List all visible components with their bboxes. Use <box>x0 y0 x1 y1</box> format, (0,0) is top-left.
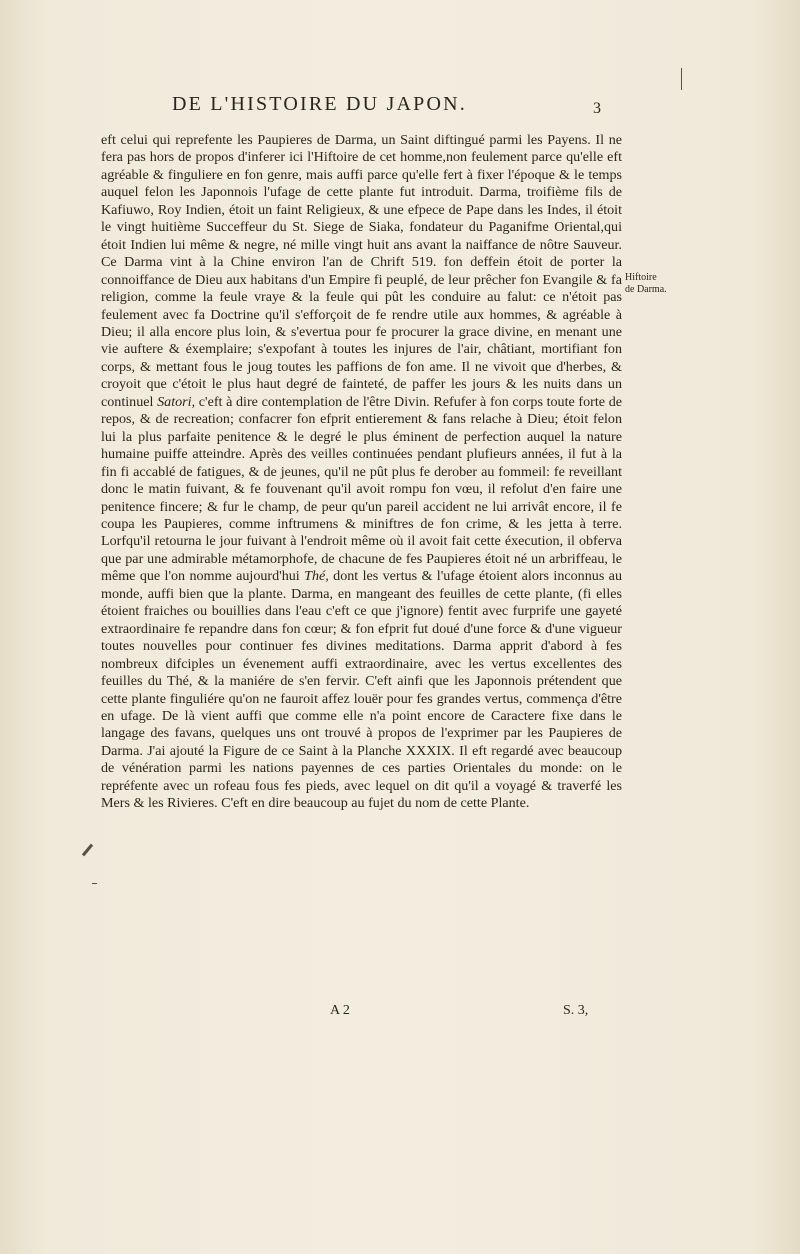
paragraph-part-2: c'eft à dire contemplation de l'être Divin. Refufer à fon corps toute forte de repos, & de recreation; confacrer fon efprit entierement & fans relache à Dieu; étoit felon lui la plus parfaite penitence & le degré le plus éminent de perfection auquel la nature humaine puiffe atteindre. Après des veilles continuées pendant plufieurs années, il fut à la fin fi accablé de fatigues, & de jeunes, qu'il ne pût plus fe derober au fommeil: fe reveillant donc le matin fuivant, & fe fouvenant qu'il avoit rompu fon vœu, il refolut d'en faire une penitence fincere; & fur le champ, de peur qu'un pareil accident ne lui arrivât encore, il fe coupa les Paupieres, comme inftrumens & miniftres de fon crime, & les jetta à terre. Lorfqu'il retourna le jour fuivant à l'endroit même où il avoit fait cette éxecution, il obferva que par une admirable métamorphofe, de chacune de fes Paupieres étoit né un arbriffeau, le même que l'on nomme aujourd'hui <box>101 393 623 585</box>
catchword: S. 3, <box>563 1003 589 1018</box>
margin-note-line-1: Hiftoire <box>625 272 657 283</box>
body-text <box>101 132 622 813</box>
page-number: 3 <box>593 100 601 117</box>
signature-mark: A 2 <box>330 1003 350 1018</box>
term-the: Thé, <box>304 568 329 585</box>
margin-note <box>625 272 675 296</box>
main-paragraph <box>101 132 622 813</box>
paragraph-part-1: eft celui qui reprefente les Paupieres de Darma, un Saint diftingué parmi les Payens. Il ne fera pas hors de propos d'inferer ici l'Hiftoire de cet homme,non feulement parce qu'elle eft agréable & finguliere en fon genre, mais auffi parce qu'elle fert à fixer l'époque & le temps auquel felon les Japonnois l'ufage de cette plante fut introduit. Darma, troifième fils de Kafiuwo, Roy Indien, étoit un faint Religieux, & une efpece de Pape dans les Indes, il étoit le vingt huitième Succeffeur du St. Siege de Siaka, fondateur du Paganifme Oriental,qui étoit Indien lui même & negre, né mille vingt huit ans avant la naiffance de nôtre Sauveur. Ce Darma vint à la Chine environ l'an de Chrift 519. fon deffein étoit de porter la connoiffance de Dieu aux habitans d'un Empire fi peuplé, de leur prêcher fon Evangile & fa religion, comme la feule vraye & la feule qui pût les conduire au falut: ce n'étoit pas feulement avec fa Doctrine qu'il s'efforçoit de fe rendre utile aux hommes, & agréable à Dieu; il alla encore plus loin, & s'evertua pour fe procurer la grace divine, en menant une vie auftere & éxemplaire; s'expofant à toutes les injures de l'air, châtiant, mortifiant fon corps, & mettant fous le joug toutes les paffions de fon ame. Il ne vivoit que d'herbes, & croyoit que c'étoit le plus haut degré de fainteté, de paffer les jours & les nuits dans un continuel <box>101 132 622 410</box>
ink-mark-top-right <box>681 68 682 90</box>
paragraph-part-3: dont les vertus & l'ufage étoient alors inconnus au monde, auffi bien que la plante. Darma, en mangeant des feuilles de cette plante, (fi elles étoient fraiches ou bouillies dans l'eau c'eft ce que j'ignore) fentit avec furprife une gayeté extraordinaire fe repandre dans fon cœur; & fon efprit fut doué d'une force & d'une vigueur toutes nouvelles pour continuer fes divines meditations. Darma apprit d'abord à fes nombreux difciples un évenement auffi extraordinaire, avec les vertus excellentes des feuilles du Thé, & la maniére de s'en fervir. C'eft ainfi que les Japonnois prétendent que cette plante finguliére qu'on ne fauroit affez louër pour fes grandes vertus, commença d'être en ufage. De là vient auffi que comme elle n'a point encore de Caractere fixe dans le langage des favans, quelques uns ont trouvé à propos de l'exprimer par les Paupieres de Darma. J'ai ajouté la Figure de ce Saint à la Planche XXXIX. Il eft regardé avec beaucoup de vénération parmi les nations payennes de ces parties Orientales du monde: on le repréfente avec un rofeau fous fes pieds, avec lequel on dit qu'il a voyagé & traverfé les Mers & les Rivieres. C'eft en dire beaucoup au fujet du nom de cette Plante. <box>101 568 622 812</box>
running-title: DE L'HISTOIRE DU JAPON. <box>172 93 467 115</box>
ink-mark-left-margin <box>82 844 93 857</box>
term-satori: Satori, <box>157 393 196 410</box>
ink-mark-left-dash <box>92 883 97 884</box>
margin-note-line-2: de Darma. <box>625 284 667 295</box>
